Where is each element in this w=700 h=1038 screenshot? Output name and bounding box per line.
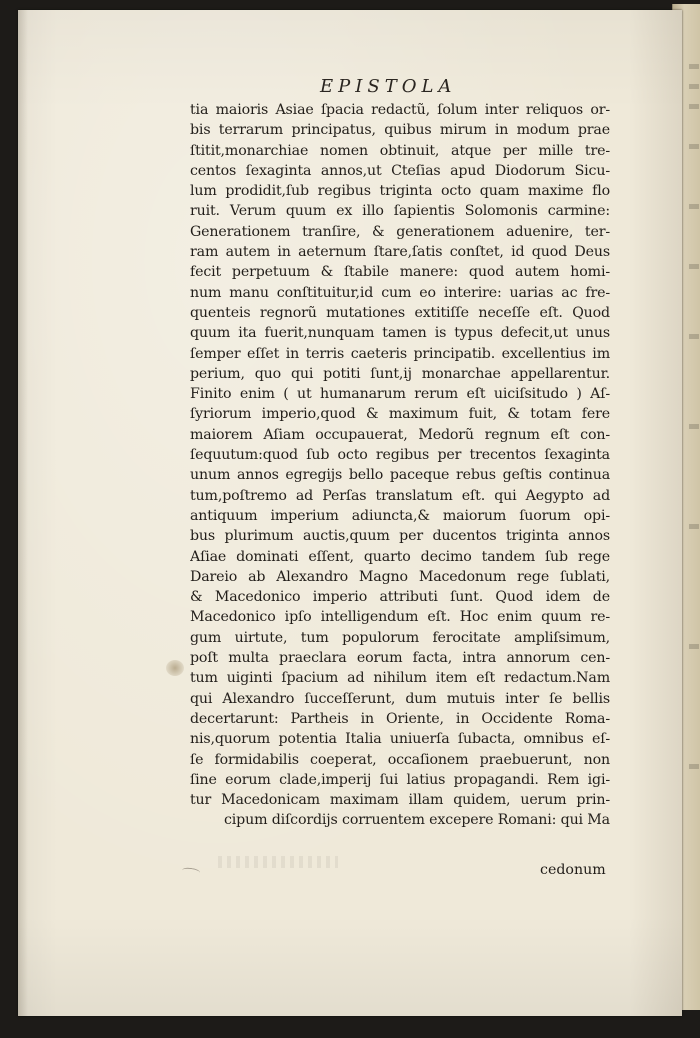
marginal-mark	[182, 867, 201, 876]
text-line: ſtitit,monarchiae nomen obtinuit, atque per mille tre-	[190, 142, 610, 159]
paper-stain	[166, 660, 184, 676]
text-line: tum,poſtremo ad Perſas translatum eſt. qui Aegypto ad	[190, 487, 610, 504]
facing-page-text-fragment	[689, 334, 699, 339]
text-line: ſequutum:quod ſub octo regibus per trecentos ſexaginta	[190, 447, 610, 464]
text-line: Macedonico ipſo intelligendum eſt. Hoc enim quum re-	[190, 609, 610, 626]
text-line: Aſiae dominati eſſent, quarto decimo tandem ſub rege	[190, 548, 610, 565]
text-line: ſe formidabilis coeperat, occaſionem praebuerunt, non	[190, 751, 610, 768]
facing-page-text-fragment	[689, 204, 699, 209]
text-line: lum prodidit,ſub regibus triginta octo quam maxime flo	[190, 183, 610, 200]
text-line: ruit. Verum quum ex illo ſapientis Solomonis carmine:	[190, 203, 610, 220]
facing-page-text-fragment	[689, 84, 699, 89]
text-line: Finito enim ( ut humanarum rerum eſt uiciſsitudo ) Aſ-	[190, 386, 610, 403]
text-line: ſyriorum imperio,quod & maximum fuit, & totam fere	[190, 406, 610, 423]
catchword: cedonum	[540, 862, 606, 878]
facing-page-text-fragment	[689, 424, 699, 429]
facing-page-text-fragment	[689, 144, 699, 149]
text-line: Generationem tranſire, & generationem aduenire, ter-	[190, 223, 610, 240]
body-text	[190, 100, 610, 831]
facing-page-text-fragment	[689, 264, 699, 269]
text-line: ſemper eſſet in terris caeteris principatib. excellentius im	[190, 345, 610, 362]
facing-page-text-fragment	[689, 104, 699, 109]
text-line: quenteis regnorũ mutationes extitiſſe neceſſe eſt. Quod	[190, 304, 610, 321]
text-line: centos ſexaginta annos,ut Cteſias apud Diodorum Sicu-	[190, 162, 610, 179]
text-line: Dareio ab Alexandro Magno Macedonum rege ſublati,	[190, 568, 610, 585]
text-line: tia maioris Asiae ſpacia redactũ, ſolum inter reliquos or-	[190, 102, 610, 118]
text-line: qui Alexandro ſucceſſerunt, dum mutuis inter ſe bellis	[190, 690, 610, 707]
text-line: ram autem in aeternum ſtare,ſatis conſtet, id quod Deus	[190, 244, 610, 261]
facing-page-text-fragment	[689, 644, 699, 649]
page-gutter-shadow	[18, 10, 28, 1016]
text-line: & Macedonico imperio attributi ſunt. Quod idem de	[190, 589, 610, 606]
text-line: tum uiginti ſpacium ad nihilum item eſt redactum.Nam	[190, 670, 610, 687]
facing-page-text-fragment	[689, 64, 699, 69]
text-line: bus plurimum auctis,quum per ducentos triginta annos	[190, 528, 610, 545]
text-line: nis,quorum potentia Italia uniuerſa ſubacta, omnibus eſ-	[190, 731, 610, 748]
text-line: perium, quo qui potiti ſunt,ij monarchae appellarentur.	[190, 365, 610, 382]
text-line: decertarunt: Partheis in Oriente, in Occidente Roma-	[190, 710, 610, 727]
text-line: cipum diſcordijs corruentem excepere Romani: qui Ma	[223, 812, 610, 829]
running-head: EPISTOLA	[320, 76, 457, 97]
text-line: ſine eorum clade,imperij ſui latius propagandi. Rem igi-	[190, 771, 610, 788]
text-line: gum uirtute, tum populorum ferocitate ampliſsimum,	[190, 629, 610, 646]
text-line: quum ita fuerit,nunquam tamen is typus defecit,ut unus	[190, 325, 610, 342]
facing-page-text-fragment	[689, 764, 699, 769]
text-line: maiorem Aſiam occupauerat, Medorũ regnum eſt con-	[190, 426, 610, 443]
text-line: unum annos egregijs bello paceque rebus geſtis continua	[190, 467, 610, 484]
text-line: antiquum imperium adiuncta,& maiorum ſuorum opi-	[190, 507, 610, 524]
text-line: num manu conſtituitur,id cum eo interire: uarias ac fre-	[190, 284, 610, 301]
ink-show-through	[218, 856, 338, 868]
text-line: fecit perpetuum & ſtabile manere: quod autem homi-	[190, 264, 610, 281]
text-line: tur Macedonicam maximam illam quidem, uerum prin-	[190, 792, 610, 809]
facing-page-text-fragment	[689, 524, 699, 529]
text-line: poſt multa praeclara eorum facta, intra annorum cen-	[190, 650, 610, 667]
text-line: bis terrarum principatus, quibus mirum in modum prae	[190, 122, 610, 139]
